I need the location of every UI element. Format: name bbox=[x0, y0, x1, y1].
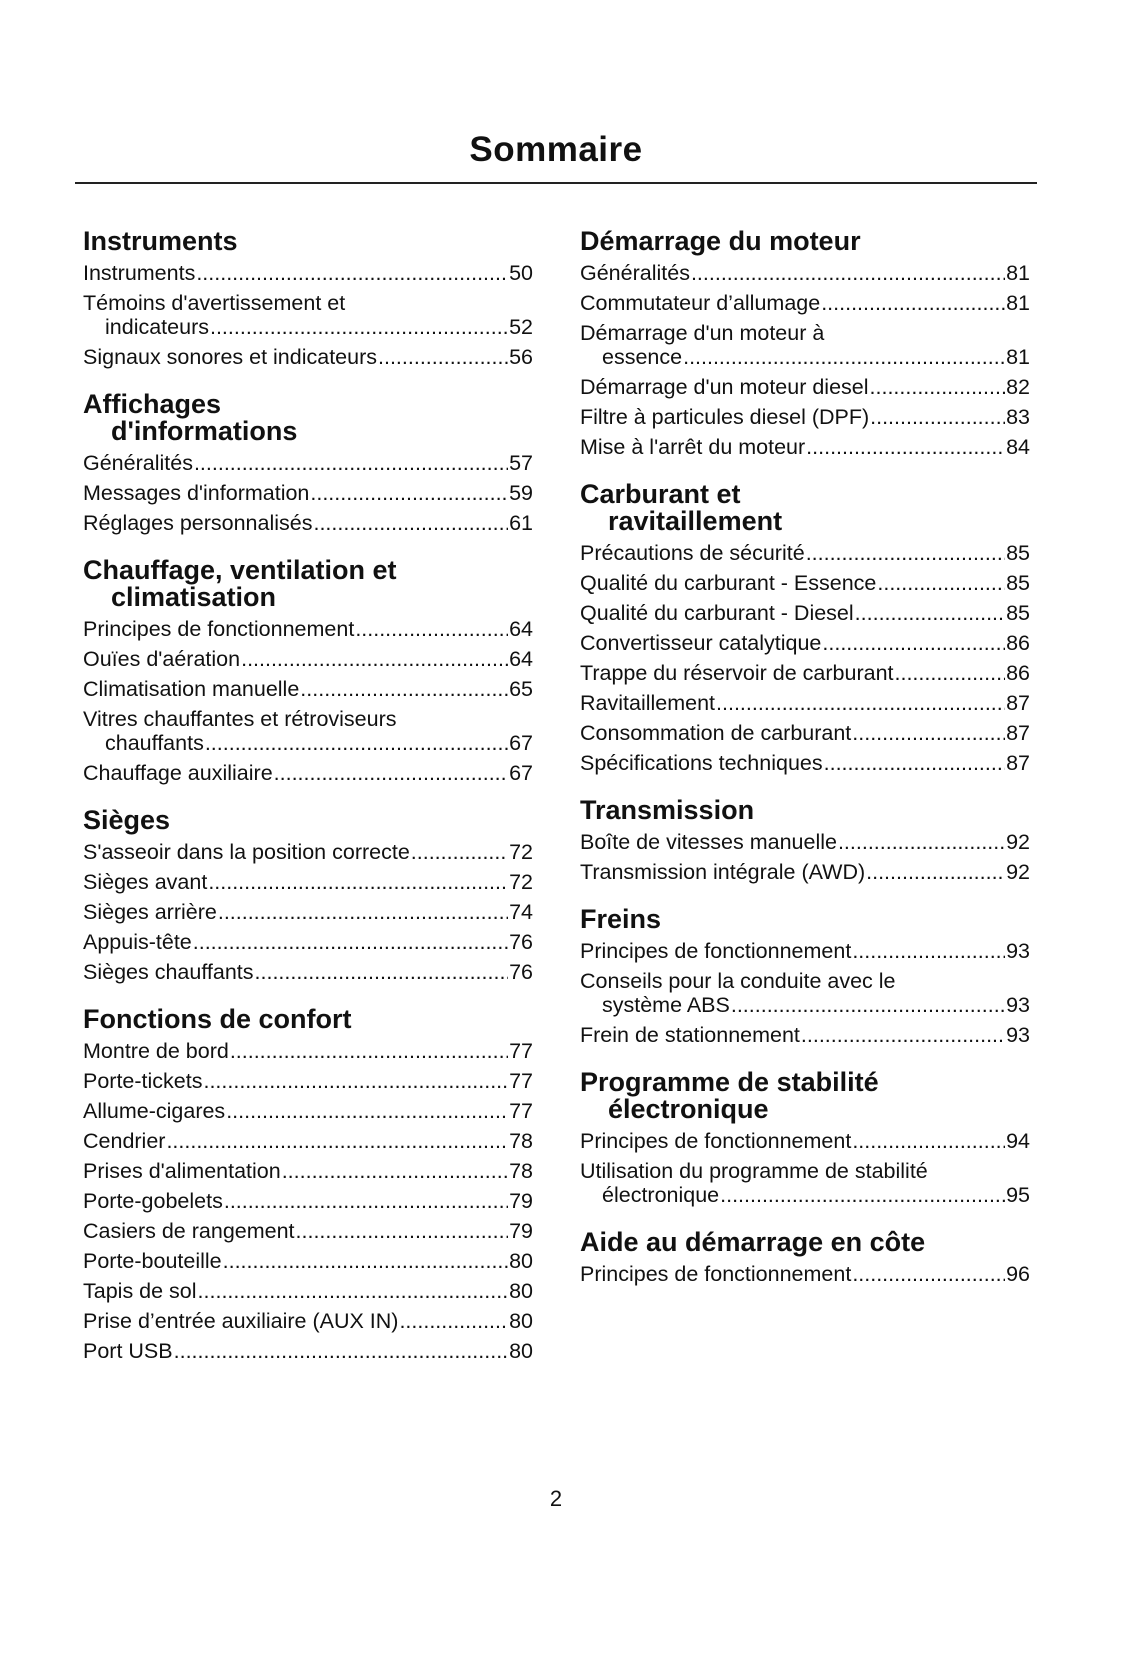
toc-entry-page: 93 bbox=[1006, 1023, 1030, 1047]
toc-entry-text: Porte-gobelets bbox=[83, 1189, 223, 1213]
toc-section-sieges bbox=[83, 807, 533, 984]
toc-entry-page: 80 bbox=[509, 1249, 533, 1273]
toc-entry-text: électronique bbox=[602, 1183, 720, 1207]
toc-entry-page: 56 bbox=[509, 345, 533, 369]
section-heading-line: Démarrage du moteur bbox=[580, 226, 861, 256]
toc-entry-page: 87 bbox=[1006, 751, 1030, 775]
dot-leader bbox=[282, 1159, 508, 1183]
toc-entry-text: Casiers de rangement bbox=[83, 1219, 295, 1243]
section-heading bbox=[580, 481, 1030, 535]
toc-entry-text: Cendrier bbox=[83, 1129, 166, 1153]
toc-entry[interactable] bbox=[83, 870, 533, 894]
toc-entry[interactable] bbox=[83, 930, 533, 954]
section-heading bbox=[83, 391, 533, 445]
toc-entry-page: 50 bbox=[509, 261, 533, 285]
toc-entry[interactable] bbox=[83, 1309, 533, 1333]
dot-leader bbox=[822, 631, 1005, 655]
toc-section-demarrage-du-moteur bbox=[580, 228, 1030, 459]
toc-entry[interactable] bbox=[580, 751, 1030, 775]
toc-entry[interactable] bbox=[580, 1159, 1030, 1207]
toc-entry-page: 79 bbox=[509, 1189, 533, 1213]
section-heading-line: Instruments bbox=[83, 226, 238, 256]
toc-entry-text: Réglages personnalisés bbox=[83, 511, 313, 535]
toc-entry[interactable] bbox=[580, 721, 1030, 745]
toc-entry[interactable] bbox=[580, 1023, 1030, 1047]
toc-entry[interactable] bbox=[580, 830, 1030, 854]
toc-entry-page: 92 bbox=[1006, 860, 1030, 884]
toc-entry[interactable] bbox=[83, 1039, 533, 1063]
dot-leader bbox=[255, 960, 509, 984]
toc-entry-page: 85 bbox=[1006, 601, 1030, 625]
dot-leader bbox=[208, 870, 508, 894]
dot-leader bbox=[683, 345, 1005, 369]
toc-entry-text: Principes de fonctionnement bbox=[580, 939, 852, 963]
toc-entry[interactable] bbox=[83, 481, 533, 505]
toc-section-instruments bbox=[83, 228, 533, 369]
toc-entry[interactable] bbox=[83, 451, 533, 475]
section-heading-line: Affichages bbox=[83, 389, 222, 419]
title-divider bbox=[75, 182, 1037, 184]
section-heading bbox=[580, 1229, 1030, 1256]
toc-entry[interactable] bbox=[83, 1129, 533, 1153]
toc-entry-page: 96 bbox=[1006, 1262, 1030, 1286]
toc-entry[interactable] bbox=[83, 840, 533, 864]
toc-entry-page: 93 bbox=[1006, 993, 1030, 1017]
toc-entry[interactable] bbox=[83, 677, 533, 701]
dot-leader bbox=[198, 1279, 509, 1303]
toc-entry[interactable] bbox=[83, 900, 533, 924]
toc-entry-text: Mise à l'arrêt du moteur bbox=[580, 435, 806, 459]
toc-entry-text: Commutateur d’allumage bbox=[580, 291, 821, 315]
dot-leader bbox=[378, 345, 508, 369]
toc-entry-text: Principes de fonctionnement bbox=[83, 617, 355, 641]
toc-entry-text: Transmission intégrale (AWD) bbox=[580, 860, 866, 884]
toc-entry-text-first-line: Conseils pour la conduite avec le bbox=[580, 969, 896, 993]
dot-leader bbox=[296, 1219, 509, 1243]
dot-leader bbox=[895, 661, 1006, 685]
toc-entry[interactable] bbox=[83, 1069, 533, 1093]
dot-leader bbox=[399, 1309, 508, 1333]
toc-entry-text: Spécifications techniques bbox=[580, 751, 823, 775]
toc-entry[interactable] bbox=[83, 960, 533, 984]
toc-entry[interactable] bbox=[83, 1159, 533, 1183]
toc-entry-page: 64 bbox=[509, 617, 533, 641]
section-heading bbox=[83, 807, 533, 834]
toc-entry[interactable] bbox=[83, 261, 533, 285]
toc-left-column bbox=[83, 228, 533, 1385]
toc-entry[interactable] bbox=[83, 345, 533, 369]
toc-entry-text: Instruments bbox=[83, 261, 196, 285]
toc-entry-text: Qualité du carburant - Diesel bbox=[580, 601, 854, 625]
dot-leader bbox=[806, 541, 1005, 565]
dot-leader bbox=[310, 481, 508, 505]
dot-leader bbox=[224, 1189, 508, 1213]
toc-section-affichages-d-informations bbox=[83, 391, 533, 535]
dot-leader bbox=[716, 691, 1005, 715]
toc-entry[interactable] bbox=[580, 969, 1030, 1017]
toc-entry-page: 79 bbox=[509, 1219, 533, 1243]
dot-leader bbox=[852, 1262, 1005, 1286]
toc-entry-page: 61 bbox=[509, 511, 533, 535]
toc-entry-text: Généralités bbox=[83, 451, 193, 475]
toc-entry[interactable] bbox=[83, 511, 533, 535]
section-heading-line: Freins bbox=[580, 904, 662, 934]
toc-section-aide-au-demarrage-en-cote bbox=[580, 1229, 1030, 1286]
toc-entry-text: essence bbox=[602, 345, 683, 369]
toc-entry-text: Généralités bbox=[580, 261, 690, 285]
toc-entry-page: 74 bbox=[509, 900, 533, 924]
toc-entry-page: 81 bbox=[1006, 261, 1030, 285]
toc-entry-page: 87 bbox=[1006, 691, 1030, 715]
toc-entry-page: 77 bbox=[509, 1069, 533, 1093]
toc-entry-text: Allume-cigares bbox=[83, 1099, 226, 1123]
toc-entry-page: 85 bbox=[1006, 571, 1030, 595]
toc-entry[interactable] bbox=[580, 631, 1030, 655]
section-heading bbox=[83, 557, 533, 611]
dot-leader bbox=[852, 939, 1005, 963]
toc-entry-page: 80 bbox=[509, 1309, 533, 1333]
page-title: Sommaire bbox=[469, 130, 643, 169]
toc-entry-text: Boîte de vitesses manuelle bbox=[580, 830, 837, 854]
toc-entry-page: 86 bbox=[1006, 631, 1030, 655]
section-heading-line: Carburant et bbox=[580, 479, 741, 509]
toc-entry-text-first-line: Utilisation du programme de stabilité bbox=[580, 1159, 928, 1183]
toc-entry[interactable] bbox=[580, 435, 1030, 459]
toc-entry-page: 78 bbox=[509, 1129, 533, 1153]
section-heading-line: ravitaillement bbox=[608, 506, 783, 536]
dot-leader bbox=[203, 1069, 508, 1093]
toc-entry-text: Porte-bouteille bbox=[83, 1249, 222, 1273]
toc-entry-page: 81 bbox=[1006, 345, 1030, 369]
dot-leader bbox=[313, 511, 508, 535]
dot-leader bbox=[174, 1339, 508, 1363]
dot-leader bbox=[852, 721, 1005, 745]
dot-leader bbox=[218, 900, 508, 924]
section-heading bbox=[580, 906, 1030, 933]
toc-entry-text: Montre de bord bbox=[83, 1039, 229, 1063]
section-heading bbox=[83, 228, 533, 255]
dot-leader bbox=[731, 993, 1005, 1017]
toc-entry[interactable] bbox=[83, 761, 533, 785]
dot-leader bbox=[806, 435, 1005, 459]
dot-leader bbox=[838, 830, 1005, 854]
toc-entry-page: 77 bbox=[509, 1039, 533, 1063]
toc-entry-page: 80 bbox=[509, 1339, 533, 1363]
toc-entry-text: Tapis de sol bbox=[83, 1279, 197, 1303]
toc-entry[interactable] bbox=[83, 1219, 533, 1243]
dot-leader bbox=[870, 375, 1006, 399]
toc-right-column bbox=[580, 228, 1030, 1308]
toc-entry-text: chauffants bbox=[105, 731, 204, 755]
toc-entry-page: 95 bbox=[1006, 1183, 1030, 1207]
toc-entry-text: Ravitaillement bbox=[580, 691, 716, 715]
toc-entry-page: 83 bbox=[1006, 405, 1030, 429]
toc-entry[interactable] bbox=[83, 291, 533, 339]
toc-entry-text: S'asseoir dans la position correcte bbox=[83, 840, 410, 864]
toc-entry-page: 59 bbox=[509, 481, 533, 505]
toc-entry-page: 76 bbox=[509, 960, 533, 984]
toc-entry-text: Qualité du carburant - Essence bbox=[580, 571, 877, 595]
dot-leader bbox=[274, 761, 508, 785]
toc-entry[interactable] bbox=[580, 541, 1030, 565]
dot-leader bbox=[877, 571, 1005, 595]
section-heading-line: Aide au démarrage en côte bbox=[580, 1227, 926, 1257]
dot-leader bbox=[720, 1183, 1005, 1207]
toc-entry-page: 82 bbox=[1006, 375, 1030, 399]
toc-entry-page: 67 bbox=[509, 731, 533, 755]
toc-entry[interactable] bbox=[580, 261, 1030, 285]
toc-entry-text: Messages d'information bbox=[83, 481, 310, 505]
toc-entry-page: 80 bbox=[509, 1279, 533, 1303]
dot-leader bbox=[230, 1039, 508, 1063]
toc-entry-page: 77 bbox=[509, 1099, 533, 1123]
toc-entry-text: Appuis-tête bbox=[83, 930, 192, 954]
toc-entry-page: 64 bbox=[509, 647, 533, 671]
toc-entry-page: 76 bbox=[509, 930, 533, 954]
toc-entry-text: Climatisation manuelle bbox=[83, 677, 300, 701]
section-heading bbox=[580, 1069, 1030, 1123]
toc-entry-page: 72 bbox=[509, 870, 533, 894]
toc-entry-text: Prise d’entrée auxiliaire (AUX IN) bbox=[83, 1309, 399, 1333]
dot-leader bbox=[821, 291, 1005, 315]
section-heading-line: climatisation bbox=[111, 582, 277, 612]
toc-section-carburant-et-ravitaillement bbox=[580, 481, 1030, 775]
toc-entry-text: Trappe du réservoir de carburant bbox=[580, 661, 894, 685]
toc-entry-page: 81 bbox=[1006, 291, 1030, 315]
toc-entry-text-first-line: Témoins d'avertissement et bbox=[83, 291, 346, 315]
dot-leader bbox=[411, 840, 508, 864]
toc-entry[interactable] bbox=[580, 939, 1030, 963]
page-number: 2 bbox=[549, 1486, 563, 1511]
toc-entry[interactable] bbox=[580, 661, 1030, 685]
toc-entry[interactable] bbox=[580, 321, 1030, 369]
dot-leader bbox=[241, 647, 508, 671]
dot-leader bbox=[193, 930, 508, 954]
dot-leader bbox=[226, 1099, 508, 1123]
toc-entry-text: Sièges avant bbox=[83, 870, 208, 894]
section-heading bbox=[580, 228, 1030, 255]
section-heading-line: Chauffage, ventilation et bbox=[83, 555, 397, 585]
toc-entry[interactable] bbox=[580, 405, 1030, 429]
dot-leader bbox=[355, 617, 508, 641]
dot-leader bbox=[196, 261, 508, 285]
toc-entry-text-first-line: Vitres chauffantes et rétroviseurs bbox=[83, 707, 397, 731]
section-heading-line: Sièges bbox=[83, 805, 171, 835]
toc-entry-page: 93 bbox=[1006, 939, 1030, 963]
section-heading-line: Transmission bbox=[580, 795, 755, 825]
section-heading-line: Programme de stabilité bbox=[580, 1067, 879, 1097]
toc-entry-text: Porte-tickets bbox=[83, 1069, 203, 1093]
toc-entry-text: système ABS bbox=[602, 993, 730, 1017]
toc-entry[interactable] bbox=[580, 691, 1030, 715]
toc-entry-page: 52 bbox=[509, 315, 533, 339]
toc-entry-page: 84 bbox=[1006, 435, 1030, 459]
dot-leader bbox=[205, 731, 508, 755]
toc-entry[interactable] bbox=[83, 1339, 533, 1363]
toc-entry-text: Ouïes d'aération bbox=[83, 647, 241, 671]
toc-entry[interactable] bbox=[83, 1249, 533, 1273]
toc-entry[interactable] bbox=[580, 291, 1030, 315]
toc-entry[interactable] bbox=[83, 647, 533, 671]
toc-entry-text: Prises d'alimentation bbox=[83, 1159, 281, 1183]
dot-leader bbox=[801, 1023, 1005, 1047]
toc-entry-text: indicateurs bbox=[105, 315, 209, 339]
toc-entry-text: Précautions de sécurité bbox=[580, 541, 805, 565]
toc-entry-page: 87 bbox=[1006, 721, 1030, 745]
toc-section-programme-de-stabilite-electronique bbox=[580, 1069, 1030, 1207]
toc-entry-text-first-line: Démarrage d'un moteur à bbox=[580, 321, 825, 345]
toc-entry[interactable] bbox=[580, 571, 1030, 595]
section-heading-line: d'informations bbox=[111, 416, 298, 446]
toc-entry[interactable] bbox=[580, 375, 1030, 399]
section-heading bbox=[580, 797, 1030, 824]
dot-leader bbox=[855, 601, 1005, 625]
toc-entry-text: Sièges arrière bbox=[83, 900, 217, 924]
toc-entry-page: 65 bbox=[509, 677, 533, 701]
toc-entry-text: Démarrage d'un moteur diesel bbox=[580, 375, 869, 399]
toc-entry-text: Sièges chauffants bbox=[83, 960, 254, 984]
toc-entry-text: Frein de stationnement bbox=[580, 1023, 800, 1047]
dot-leader bbox=[866, 860, 1005, 884]
toc-entry-text: Convertisseur catalytique bbox=[580, 631, 822, 655]
dot-leader bbox=[210, 315, 508, 339]
toc-entry-text: Consommation de carburant bbox=[580, 721, 852, 745]
section-heading-line: Fonctions de confort bbox=[83, 1004, 352, 1034]
toc-entry[interactable] bbox=[83, 707, 533, 755]
toc-entry-page: 86 bbox=[1006, 661, 1030, 685]
toc-entry[interactable] bbox=[580, 1129, 1030, 1153]
toc-section-freins bbox=[580, 906, 1030, 1047]
toc-entry-text: Signaux sonores et indicateurs bbox=[83, 345, 378, 369]
toc-entry[interactable] bbox=[580, 601, 1030, 625]
toc-entry[interactable] bbox=[83, 1189, 533, 1213]
toc-entry-text: Chauffage auxiliaire bbox=[83, 761, 273, 785]
dot-leader bbox=[223, 1249, 508, 1273]
toc-entry-page: 85 bbox=[1006, 541, 1030, 565]
toc-entry[interactable] bbox=[83, 1099, 533, 1123]
toc-entry-text: Principes de fonctionnement bbox=[580, 1129, 852, 1153]
dot-leader bbox=[194, 451, 508, 475]
toc-entry-text: Filtre à particules diesel (DPF) bbox=[580, 405, 870, 429]
toc-section-transmission bbox=[580, 797, 1030, 884]
dot-leader bbox=[691, 261, 1005, 285]
dot-leader bbox=[870, 405, 1005, 429]
toc-entry-page: 67 bbox=[509, 761, 533, 785]
dot-leader bbox=[824, 751, 1005, 775]
toc-entry-page: 57 bbox=[509, 451, 533, 475]
toc-entry-page: 92 bbox=[1006, 830, 1030, 854]
toc-entry[interactable] bbox=[580, 860, 1030, 884]
dot-leader bbox=[852, 1129, 1005, 1153]
toc-entry-text: Principes de fonctionnement bbox=[580, 1262, 852, 1286]
toc-section-fonctions-de-confort bbox=[83, 1006, 533, 1363]
section-heading-line: électronique bbox=[608, 1094, 769, 1124]
toc-entry-page: 94 bbox=[1006, 1129, 1030, 1153]
toc-entry-page: 78 bbox=[509, 1159, 533, 1183]
dot-leader bbox=[166, 1129, 508, 1153]
toc-entry[interactable] bbox=[83, 1279, 533, 1303]
toc-entry[interactable] bbox=[83, 617, 533, 641]
dot-leader bbox=[300, 677, 508, 701]
toc-entry-text: Port USB bbox=[83, 1339, 173, 1363]
toc-entry-page: 72 bbox=[509, 840, 533, 864]
toc-entry[interactable] bbox=[580, 1262, 1030, 1286]
toc-section-chauffage-ventilation-et-climatisation bbox=[83, 557, 533, 785]
section-heading bbox=[83, 1006, 533, 1033]
